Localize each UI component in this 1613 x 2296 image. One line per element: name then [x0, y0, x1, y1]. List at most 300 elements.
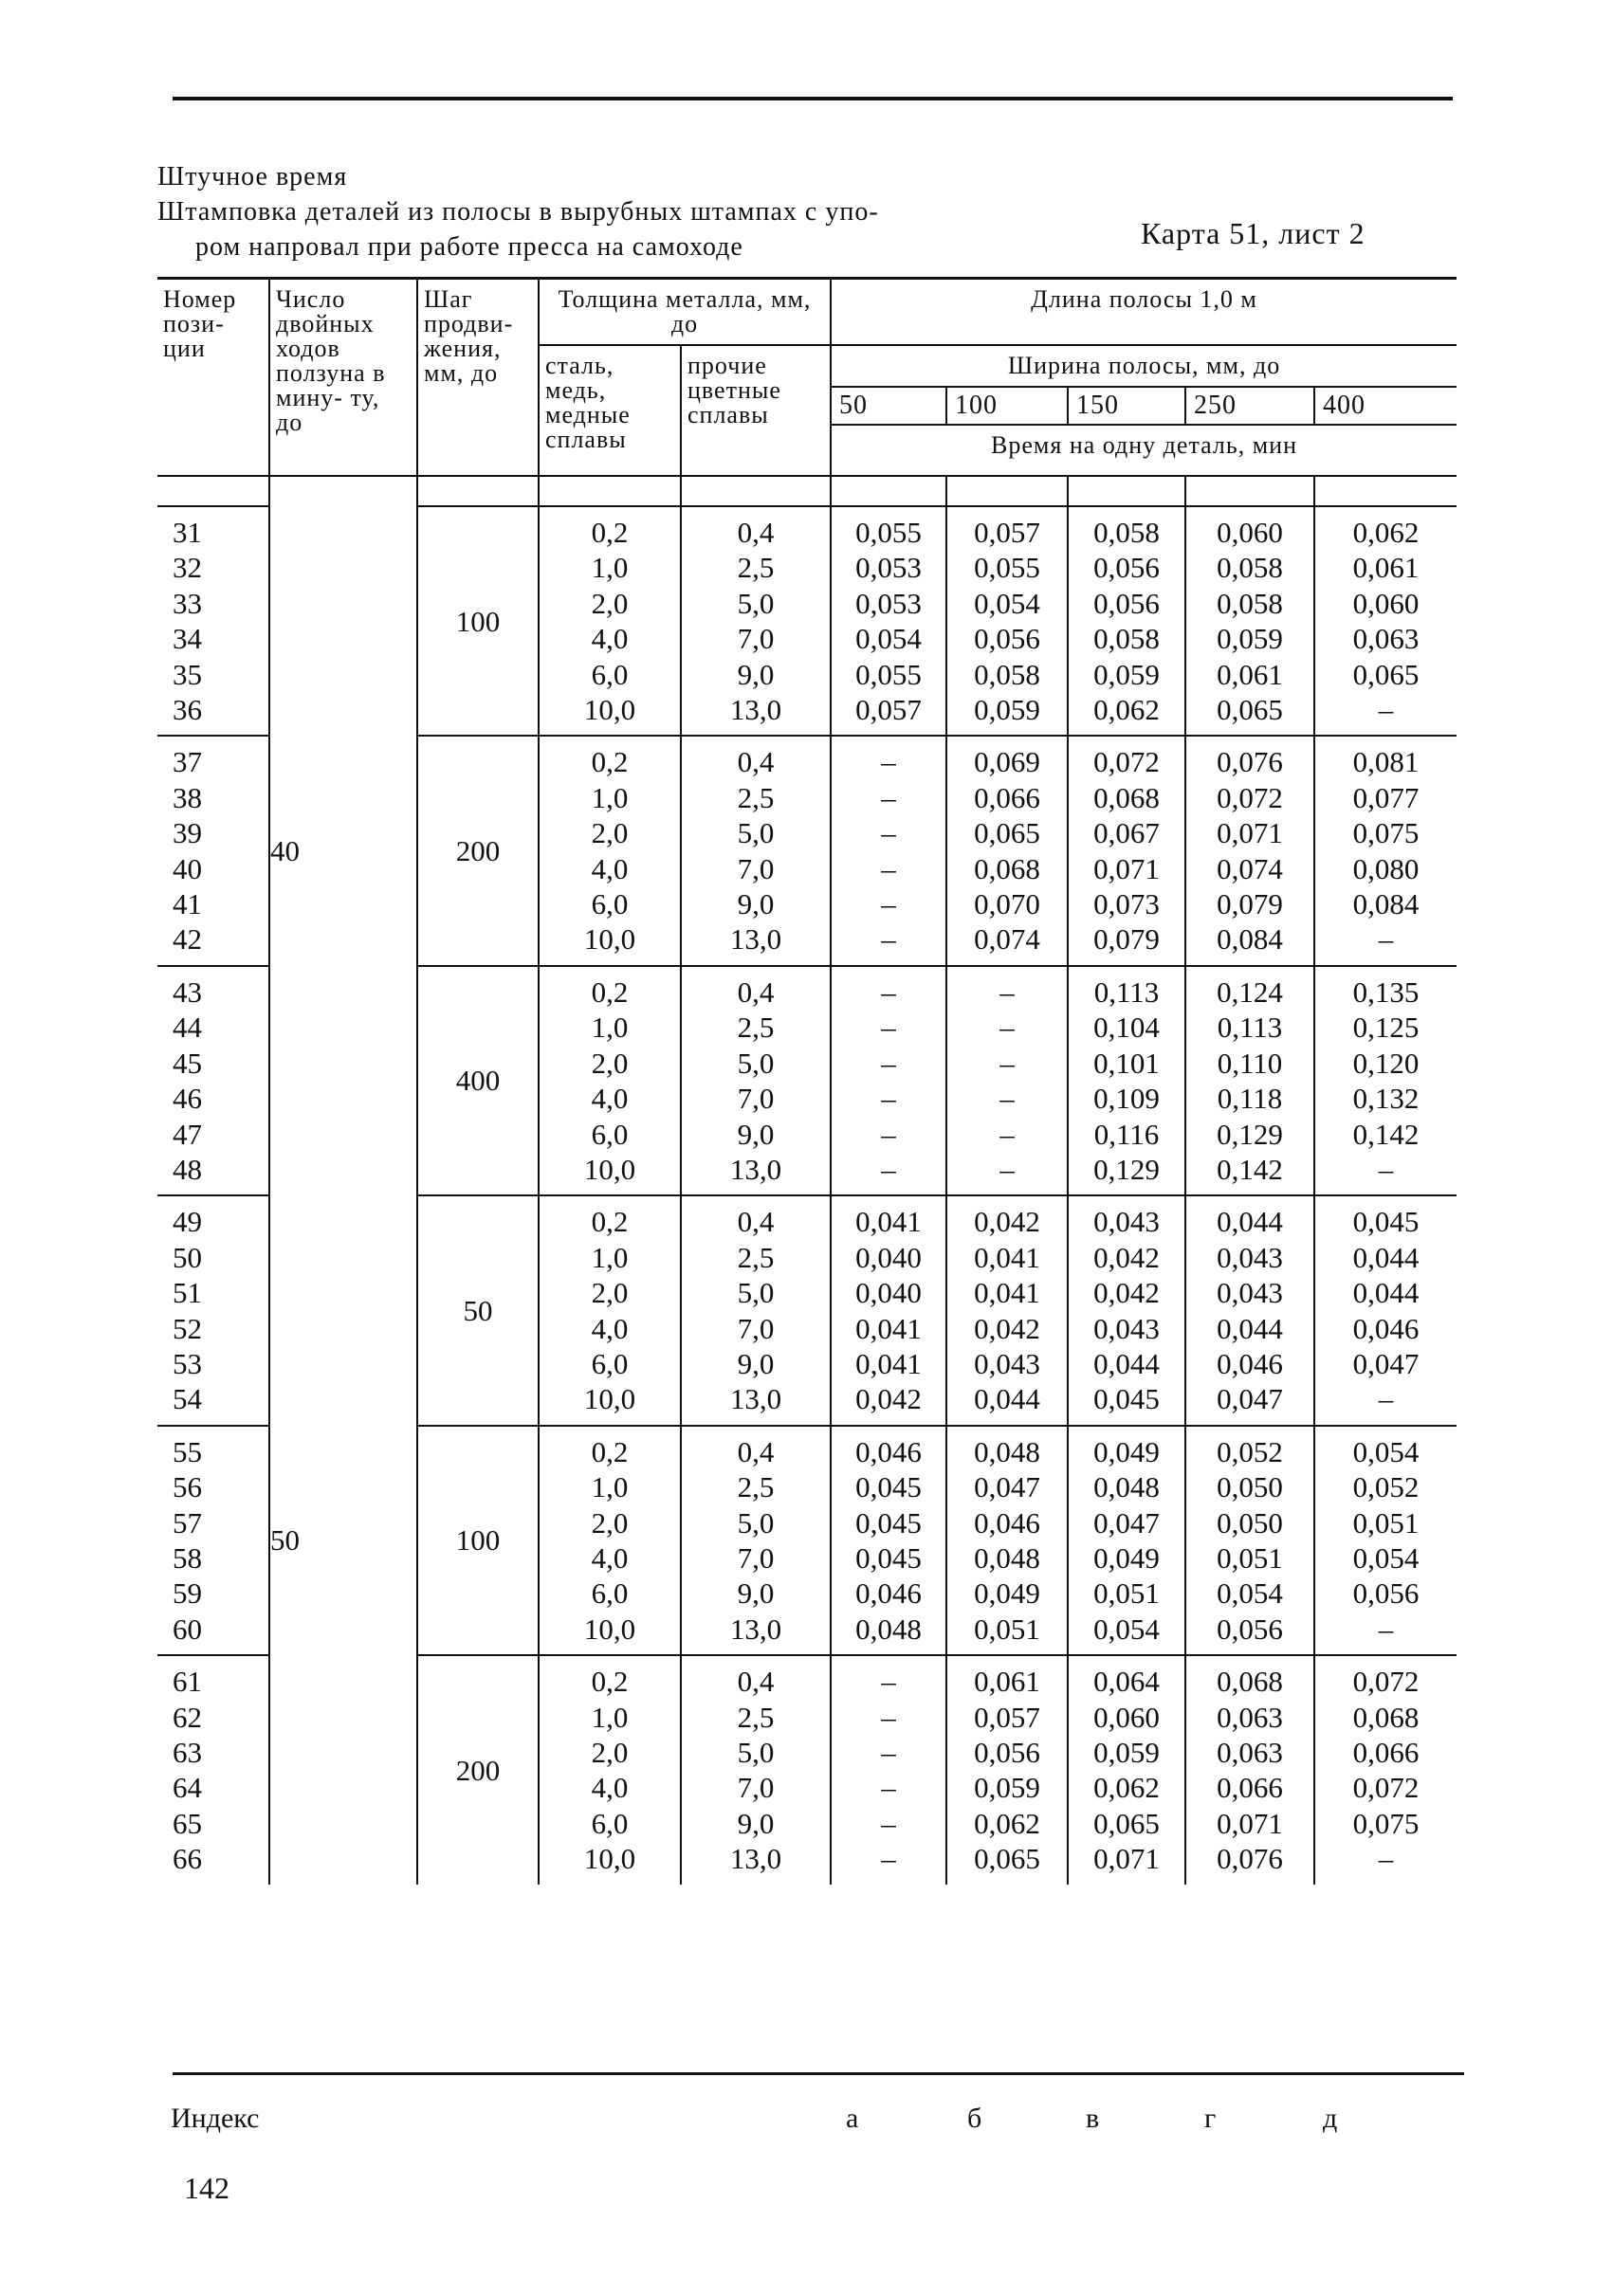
time-value: 0,044 [1217, 1311, 1283, 1345]
thickness-value: 2,0 [591, 1505, 629, 1540]
time-value: 0,071 [1093, 1842, 1160, 1876]
time-value: 0,045 [1352, 1205, 1420, 1239]
thickness-value: 13,0 [729, 693, 782, 727]
thickness-value: 4,0 [591, 1082, 629, 1116]
time-value: 0,113 [1217, 1011, 1283, 1045]
thickness-value: 10,0 [583, 1842, 636, 1876]
time-value: 0,116 [1093, 1117, 1160, 1151]
thickness-value: 5,0 [737, 1736, 775, 1769]
time-value: 0,047 [1352, 1346, 1420, 1380]
time-value: 0,063 [1217, 1736, 1283, 1769]
time-value: 0,068 [1217, 1665, 1283, 1699]
position-cell [157, 1655, 269, 1884]
time-value: 0,063 [1217, 1700, 1283, 1734]
time-value: – [999, 1117, 1015, 1151]
time-value: 0,048 [1093, 1470, 1160, 1504]
time-column-150 [1068, 736, 1185, 965]
steel-thickness-cell [539, 966, 681, 1195]
time-value: 0,059 [1217, 622, 1283, 656]
position-number: 48 [173, 1152, 202, 1186]
pitch-cell: 100 [417, 1426, 539, 1655]
time-value: 0,074 [1217, 851, 1283, 885]
position-number: 60 [173, 1612, 202, 1646]
time-value: 0,059 [974, 693, 1040, 727]
norms-table [157, 277, 1457, 1885]
time-value: 0,064 [1093, 1665, 1160, 1699]
steel-thickness-cell [539, 736, 681, 965]
time-value: 0,101 [1093, 1046, 1160, 1080]
time-value: 0,055 [974, 551, 1040, 585]
time-value: – [999, 1082, 1015, 1116]
thickness-value: 4,0 [591, 1311, 629, 1345]
time-value: 0,047 [1093, 1505, 1160, 1540]
position-number: 35 [173, 657, 202, 691]
time-value: 0,071 [1093, 851, 1160, 885]
time-value: 0,076 [1217, 1842, 1283, 1876]
thickness-value: 9,0 [737, 1117, 775, 1151]
time-value: – [881, 1082, 896, 1116]
header-width-400: 400 [1314, 387, 1457, 425]
time-column-50 [831, 966, 946, 1195]
thickness-value: 7,0 [737, 622, 775, 656]
time-value: 0,058 [1093, 516, 1160, 549]
time-value: – [881, 1842, 896, 1876]
time-value: 0,081 [1352, 745, 1420, 779]
position-number: 59 [173, 1576, 202, 1611]
time-value: 0,065 [974, 816, 1040, 850]
time-value: 0,060 [1217, 516, 1283, 549]
thickness-value: 6,0 [591, 1346, 629, 1380]
time-value: 0,056 [1093, 551, 1160, 585]
strokes-cell: 50 [269, 1195, 417, 1884]
time-value: 0,056 [974, 622, 1040, 656]
time-column-100 [946, 506, 1068, 736]
bottom-rule [173, 2072, 1464, 2075]
time-value: 0,080 [1352, 851, 1420, 885]
time-value: 0,050 [1217, 1505, 1283, 1540]
time-value: 0,084 [1352, 887, 1420, 921]
thickness-value: 0,4 [737, 1665, 775, 1699]
position-number: 36 [173, 693, 202, 727]
time-value: 0,048 [974, 1540, 1040, 1575]
time-value: 0,065 [1352, 657, 1420, 691]
time-column-50 [831, 1426, 946, 1655]
time-value: – [881, 1771, 896, 1805]
thickness-value: 6,0 [591, 1117, 629, 1151]
time-column-400 [1314, 1655, 1457, 1884]
index-label: Индекс [171, 2103, 260, 2134]
time-value: 0,118 [1217, 1082, 1283, 1116]
time-column-150 [1068, 1195, 1185, 1425]
nonferrous-thickness-cell [681, 1426, 831, 1655]
time-column-250 [1185, 1426, 1314, 1655]
time-value: 0,056 [1217, 1612, 1283, 1646]
time-value: 0,060 [1093, 1700, 1160, 1734]
time-value: 0,041 [974, 1276, 1040, 1310]
time-value: 0,076 [1217, 745, 1283, 779]
position-cell [157, 506, 269, 736]
time-value: 0,057 [855, 693, 922, 727]
time-column-50 [831, 1195, 946, 1425]
time-value: 0,043 [1217, 1240, 1283, 1274]
thickness-value: 9,0 [737, 1806, 775, 1840]
time-value: 0,065 [974, 1842, 1040, 1876]
thickness-value: 1,0 [591, 551, 629, 585]
time-value: 0,104 [1093, 1011, 1160, 1045]
position-number: 49 [173, 1205, 202, 1239]
pitch-cell: 100 [417, 506, 539, 736]
time-value: 0,072 [1352, 1665, 1420, 1699]
time-value: 0,051 [1352, 1505, 1420, 1540]
thickness-value: 0,2 [591, 975, 629, 1009]
time-value: 0,040 [855, 1276, 922, 1310]
time-value: 0,042 [974, 1205, 1040, 1239]
position-number: 61 [173, 1665, 202, 1699]
time-value: 0,132 [1352, 1082, 1420, 1116]
thickness-value: 5,0 [737, 1276, 775, 1310]
time-column-50 [831, 1655, 946, 1884]
time-value: 0,124 [1217, 975, 1283, 1009]
index-b: б [967, 2103, 982, 2134]
time-column-400 [1314, 506, 1457, 736]
page-title [157, 159, 879, 264]
time-value: 0,049 [1093, 1540, 1160, 1575]
header-nonferrous: прочие цветные сплавы [681, 345, 831, 476]
nonferrous-thickness-cell [681, 966, 831, 1195]
header-time: Время на одну деталь, мин [831, 425, 1457, 476]
time-value: 0,047 [1217, 1382, 1283, 1416]
position-number: 51 [173, 1276, 202, 1310]
time-value: – [881, 975, 896, 1009]
thickness-value: 13,0 [729, 1382, 782, 1416]
thickness-value: 2,5 [737, 1470, 775, 1504]
thickness-value: 2,0 [591, 1736, 629, 1769]
position-number: 46 [173, 1082, 202, 1116]
table-row-group [157, 1195, 1457, 1425]
time-value: 0,075 [1352, 816, 1420, 850]
header-steel: сталь, медь, медные сплавы [539, 345, 681, 476]
thickness-value: 7,0 [737, 1082, 775, 1116]
thickness-value: 2,5 [737, 1240, 775, 1274]
position-number: 55 [173, 1434, 202, 1468]
thickness-value: 1,0 [591, 1240, 629, 1274]
time-value: – [881, 1046, 896, 1080]
time-value: 0,041 [855, 1205, 922, 1239]
pitch-cell: 50 [417, 1195, 539, 1425]
time-column-50 [831, 736, 946, 965]
time-value: 0,077 [1352, 780, 1420, 814]
time-value: 0,048 [974, 1434, 1040, 1468]
nonferrous-thickness-cell [681, 736, 831, 965]
time-value: 0,045 [855, 1470, 922, 1504]
position-number: 53 [173, 1346, 202, 1380]
time-value: 0,065 [1093, 1806, 1160, 1840]
thickness-value: 2,5 [737, 780, 775, 814]
position-number: 54 [173, 1382, 202, 1416]
position-number: 66 [173, 1842, 202, 1876]
time-value: 0,079 [1093, 922, 1160, 957]
time-value: 0,142 [1352, 1117, 1420, 1151]
time-value: – [881, 1736, 896, 1769]
steel-thickness-cell [539, 1195, 681, 1425]
thickness-value: 2,5 [737, 1011, 775, 1045]
position-number: 37 [173, 745, 202, 779]
time-value: 0,074 [974, 922, 1040, 957]
thickness-value: 0,2 [591, 1205, 629, 1239]
thickness-value: 0,4 [737, 516, 775, 549]
index-d: д [1323, 2103, 1338, 2134]
time-value: 0,051 [974, 1612, 1040, 1646]
time-value: 0,044 [1093, 1346, 1160, 1380]
time-value: 0,043 [1093, 1205, 1160, 1239]
time-value: 0,045 [855, 1540, 922, 1575]
time-column-150 [1068, 966, 1185, 1195]
time-value: – [881, 1152, 896, 1186]
time-value: 0,062 [1093, 1771, 1160, 1805]
thickness-value: 6,0 [591, 657, 629, 691]
time-value: 0,048 [855, 1612, 922, 1646]
position-number: 50 [173, 1240, 202, 1274]
position-number: 41 [173, 887, 202, 921]
time-value: 0,047 [974, 1470, 1040, 1504]
thickness-value: 0,2 [591, 1665, 629, 1699]
time-column-100 [946, 1195, 1068, 1425]
time-column-400 [1314, 1426, 1457, 1655]
nonferrous-thickness-cell [681, 1655, 831, 1884]
time-value: 0,125 [1352, 1011, 1420, 1045]
thickness-value: 13,0 [729, 1612, 782, 1646]
time-column-150 [1068, 506, 1185, 736]
time-value: 0,046 [974, 1505, 1040, 1540]
time-value: – [881, 1806, 896, 1840]
table-row-group [157, 506, 1457, 736]
time-value: – [999, 1011, 1015, 1045]
time-value: – [881, 887, 896, 921]
thickness-value: 1,0 [591, 1700, 629, 1734]
time-value: 0,057 [974, 516, 1040, 549]
index-v: в [1086, 2103, 1100, 2134]
thickness-value: 9,0 [737, 1346, 775, 1380]
time-value: 0,059 [1093, 657, 1160, 691]
time-value: 0,053 [855, 586, 922, 620]
time-value: 0,069 [974, 745, 1040, 779]
title-line-2: Штамповка деталей из полосы в вырубных штампах с упо- [157, 197, 879, 227]
position-number: 45 [173, 1046, 202, 1080]
position-number: 63 [173, 1736, 202, 1769]
title-line-3: ром напровал при работе пресса на самоходе [195, 232, 743, 262]
time-column-100 [946, 736, 1068, 965]
thickness-value: 5,0 [737, 816, 775, 850]
time-value: 0,046 [855, 1576, 922, 1611]
thickness-value: 2,0 [591, 1276, 629, 1310]
top-rule [173, 97, 1453, 100]
time-value: 0,051 [1093, 1576, 1160, 1611]
nonferrous-thickness-cell [681, 1195, 831, 1425]
pitch-cell: 200 [417, 1655, 539, 1884]
time-value: 0,042 [1093, 1276, 1160, 1310]
time-value: 0,043 [1217, 1276, 1283, 1310]
position-number: 44 [173, 1011, 202, 1045]
header-strip-width: Ширина полосы, мм, до [831, 345, 1457, 387]
time-value: 0,056 [1352, 1576, 1420, 1611]
thickness-value: 1,0 [591, 1470, 629, 1504]
time-column-400 [1314, 1195, 1457, 1425]
position-number: 42 [173, 922, 202, 957]
thickness-value: 13,0 [729, 1842, 782, 1876]
time-value: 0,054 [974, 586, 1040, 620]
thickness-value: 10,0 [583, 1612, 636, 1646]
time-value: – [881, 780, 896, 814]
thickness-value: 10,0 [583, 1152, 636, 1186]
time-value: – [881, 745, 896, 779]
header-strip-length: Длина полосы 1,0 м [831, 279, 1457, 346]
header-pitch: Шаг продви- жения, мм, до [417, 279, 539, 477]
time-value: 0,040 [855, 1240, 922, 1274]
time-value: – [881, 1011, 896, 1045]
time-column-150 [1068, 1426, 1185, 1655]
header-width-250: 250 [1185, 387, 1314, 425]
header-width-100: 100 [946, 387, 1068, 425]
time-value: – [999, 1152, 1015, 1186]
time-value: 0,070 [974, 887, 1040, 921]
time-value: 0,041 [855, 1311, 922, 1345]
position-number: 64 [173, 1771, 202, 1805]
time-value: – [999, 975, 1015, 1009]
time-value: 0,046 [1352, 1311, 1420, 1345]
position-number: 62 [173, 1700, 202, 1734]
thickness-value: 2,0 [591, 816, 629, 850]
steel-thickness-cell [539, 1655, 681, 1884]
time-value: – [1378, 1612, 1394, 1646]
time-value: – [881, 1117, 896, 1151]
thickness-value: 0,4 [737, 1434, 775, 1468]
time-value: 0,054 [1352, 1540, 1420, 1575]
time-value: 0,054 [1217, 1576, 1283, 1611]
thickness-value: 4,0 [591, 851, 629, 885]
time-value: 0,053 [855, 551, 922, 585]
time-value: 0,084 [1217, 922, 1283, 957]
steel-thickness-cell [539, 1426, 681, 1655]
position-cell [157, 966, 269, 1195]
thickness-value: 2,5 [737, 551, 775, 585]
thickness-value: 13,0 [729, 922, 782, 957]
time-value: 0,142 [1217, 1152, 1283, 1186]
time-value: 0,066 [974, 780, 1040, 814]
time-column-100 [946, 1426, 1068, 1655]
header-position: Номер пози- ции [157, 279, 269, 477]
time-value: 0,044 [1217, 1205, 1283, 1239]
page-number: 142 [184, 2171, 229, 2205]
time-value: 0,062 [974, 1806, 1040, 1840]
strokes-cell: 40 [269, 506, 417, 1195]
thickness-value: 1,0 [591, 1011, 629, 1045]
time-value: 0,044 [1352, 1240, 1420, 1274]
time-value: 0,057 [974, 1700, 1040, 1734]
thickness-value: 2,5 [737, 1700, 775, 1734]
time-value: 0,120 [1352, 1046, 1420, 1080]
time-column-250 [1185, 1655, 1314, 1884]
table-body [157, 476, 1457, 1885]
thickness-value: 6,0 [591, 887, 629, 921]
thickness-value: 2,0 [591, 586, 629, 620]
thickness-value: 6,0 [591, 1576, 629, 1611]
time-value: 0,066 [1217, 1771, 1283, 1805]
time-value: 0,068 [974, 851, 1040, 885]
time-value: 0,065 [1217, 693, 1283, 727]
thickness-value: 7,0 [737, 1311, 775, 1345]
card-reference: Карта 51, лист 2 [1141, 216, 1366, 250]
header-strokes: Число двойных ходов ползуна в мину- ту, до [269, 279, 417, 477]
time-value: 0,062 [1093, 693, 1160, 727]
position-number: 32 [173, 551, 202, 585]
time-value: 0,043 [1093, 1311, 1160, 1345]
time-value: 0,055 [855, 516, 922, 549]
time-value: – [881, 1665, 896, 1699]
position-cell [157, 1426, 269, 1655]
header-thickness: Толщина металла, мм, до [539, 279, 831, 346]
position-number: 40 [173, 851, 202, 885]
time-value: 0,054 [1352, 1434, 1420, 1468]
time-value: 0,062 [1352, 516, 1420, 549]
thickness-value: 6,0 [591, 1806, 629, 1840]
thickness-value: 0,4 [737, 975, 775, 1009]
index-a: а [846, 2103, 859, 2134]
pitch-cell: 200 [417, 736, 539, 965]
time-value: 0,058 [1093, 622, 1160, 656]
time-value: 0,113 [1093, 975, 1160, 1009]
thickness-value: 10,0 [583, 693, 636, 727]
thickness-value: 4,0 [591, 1540, 629, 1575]
thickness-value: 0,2 [591, 516, 629, 549]
time-value: 0,046 [855, 1434, 922, 1468]
time-value: 0,058 [1217, 586, 1283, 620]
position-number: 65 [173, 1806, 202, 1840]
time-value: 0,072 [1352, 1771, 1420, 1805]
time-value: 0,061 [974, 1665, 1040, 1699]
time-column-400 [1314, 736, 1457, 965]
time-value: 0,041 [855, 1346, 922, 1380]
position-number: 43 [173, 975, 202, 1009]
time-value: 0,060 [1352, 586, 1420, 620]
thickness-value: 10,0 [583, 1382, 636, 1416]
time-column-100 [946, 966, 1068, 1195]
time-column-250 [1185, 1195, 1314, 1425]
time-value: – [881, 816, 896, 850]
position-number: 39 [173, 816, 202, 850]
position-number: 31 [173, 516, 202, 549]
time-value: 0,049 [1093, 1434, 1160, 1468]
time-value: 0,059 [1093, 1736, 1160, 1769]
thickness-value: 0,2 [591, 1434, 629, 1468]
position-cell [157, 736, 269, 965]
time-value: 0,043 [974, 1346, 1040, 1380]
time-value: 0,049 [974, 1576, 1040, 1611]
time-value: – [999, 1046, 1015, 1080]
time-column-250 [1185, 506, 1314, 736]
time-value: 0,056 [1093, 586, 1160, 620]
thickness-value: 1,0 [591, 780, 629, 814]
thickness-value: 5,0 [737, 1046, 775, 1080]
time-value: 0,110 [1217, 1046, 1283, 1080]
time-value: 0,072 [1217, 780, 1283, 814]
time-value: 0,055 [855, 657, 922, 691]
time-value: 0,045 [855, 1505, 922, 1540]
time-value: – [1378, 693, 1394, 727]
time-value: 0,059 [974, 1771, 1040, 1805]
time-value: 0,042 [855, 1382, 922, 1416]
thickness-value: 10,0 [583, 922, 636, 957]
time-value: 0,051 [1217, 1540, 1283, 1575]
